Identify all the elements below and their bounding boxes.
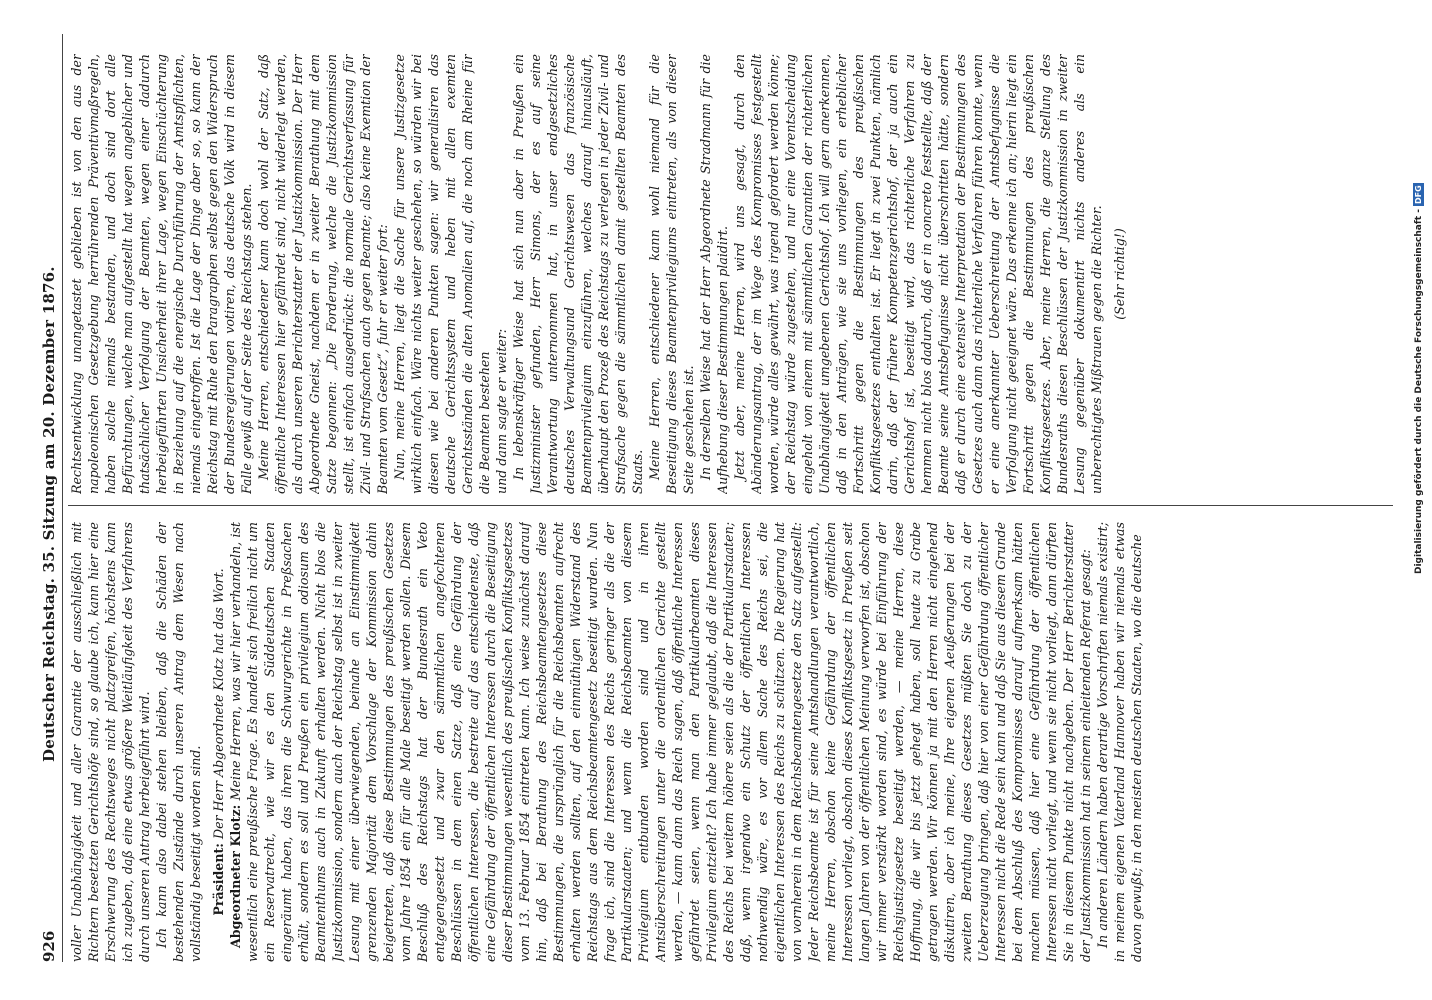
page-number: 926	[40, 930, 58, 962]
right-column	[68, 54, 1398, 494]
page-header	[38, 34, 62, 962]
dfg-badge: DFG	[1414, 185, 1423, 204]
speech-text: Meine Herren, was wir hier verhandeln, ist wesentlich eine preußische Frage. Es handelt sich freilich nicht um ein Reservatrecht, wie wir es den Süddeutschen Staaten eingeräumt haben, das ihren die Schwurgerichte in Preßsachen erhält, sondern es soll und Preußen ein privilegium odiosum des Beamtenthums auch in Zukunft erhalten werden. Nicht blos die Justizkommission, sondern auch der Reichstag selbst ist in zweiter Lesung mit einer überwiegenden, beinahe an Einstimmigkeit grenzenden Majorität dem Vorschlage der Kommission dahin beigetreten, daß diese Bestimmungen des preußischen Gesetzes vom Jahre 1854 ein für alle Male beseitigt werden sollen. Diesem Beschluß des Reichstags hat der Bundesrath ein Veto entgegengesetzt und zwar den sämmtlichen angefochtenen Beschlüssen in dem einen Satze, daß eine Gefährdung der öffentlichen Interessen, die bestreite auf das entschiedenste, daß eine Gefährdung der öffentlichen Interessen durch die Beseitigung dieser Bestimmungen wesentlich des preußischen Konfliktsgesetzes vom 13. Februar 1854 eintreten kann. Ich weise zunächst darauf hin, daß bei Berathung des Reichsbeamtengesetzes diese Bestimmungen, die ursprünglich für die Reichsbeamten aufrecht erhalten werden sollten, auf den einmüthigen Widerstand des Reichstags aus dem Reichsbeamtengesetz beseitigt wurden. Nun frage ich, sind die Interessen des Reichs geringer als die der Partikularstaaten; und wenn die Reichsbeamten von diesem Privilegium entbunden worden sind und in ihren Amtsüberschreitungen unter die ordentlichen Gerichte gestellt werden, — kann dann das Reich sagen, daß öffentliche Interessen gefährdet seien, wenn man den Partikularbeamten dieses Privilegium entzieht? Ich habe immer geglaubt, daß die Interessen des Reichs bei weitem höhere seien als die der Partikularstaaten; daß, wenn irgendwo ein Schutz der öffentlichen Interessen nothwendig wäre, es vor allem Sache des Reichs sei, die eigentlichen Interessen des Reichs zu schützen. Die Regierung hat von vornherein in dem Reichsbeamtengesetze den Satz aufgestellt: Jeder Reichsbeamte ist für seine Amtshandlungen verantwortlich, meine Herren, obschon keine Gefährdung der öffentlichen Interessen vorliegt, obschon dieses Konfliktsgesetz in Preußen seit langen Jahren von der öffentlichen Meinung verworfen ist, obschon wir immer verstärkt worden sind, es würde bei Einführung der Reichsjustizgesetze beseitigt werden, — meine Herren, diese Hoffnung, die wir bis jetzt gehegt haben, soll heute zu Grabe getragen werden. Wir können ja mit den Herren nicht eingehend diskutiren, aber ich meine, Ihre eigenen Aeußerungen bei der zweiten Berathung dieses Gesetzes müßten Sie doch zu der Ueberzeugung bringen, daß hier von einer Gefährdung öffentlicher Interessen nicht die Rede sein kann und daß Sie aus diesem Grunde bei dem Abschluß des Kompromisses darauf aufmerksam hätten machen müssen, daß hier eine Gefährdung der öffentlichen Interessen nicht vorliegt, und wenn sie nicht vorliegt, dann dürften Sie in diesem Punkte nicht nachgeben. Der Herr Berichterstatter der Justizkommission hat in seinem einleitenden Referat gesagt:	[228, 522, 1093, 962]
paragraph: Meine Herren, entschiedener kann doch wohl der Satz, daß öffentliche Interessen hier gefährdet sind, nicht widerlegt werden, als durch unseren Berichterstatter der Justizkommission. Der Herr Abgeordnete Gneist, nachdem er in zweiter Berathung mit dem Satze begonnen: „Die Forderung, welche die Justizkommission stellt, ist einfach ausgedrückt: die normale Gerichtsverfassung für Zivil- und Strafsachen auch gegen Beamte; also keine Exemtion der Beamten vom Gesetz“, fuhr er weiter fort:	[256, 54, 390, 494]
paragraph: und dann sagte er weiter:	[494, 328, 509, 494]
speaker-name: Abgeordneter Klotz:	[228, 804, 243, 948]
page-title: Deutscher Reichstag. 35. Sitzung am 20. Dezember 1876.	[40, 266, 58, 762]
quote-paragraph: In anderen Ländern haben derartige Vorschriften niemals existirt; in meinem eigenen Vaterland Hannover haben wir niemals etwas davon gewußt; in den meisten deutschen Staaten, wo die deutsche	[1095, 522, 1144, 962]
column-rule	[68, 505, 1393, 506]
digitization-footer	[1413, 14, 1424, 574]
interjection: (Sehr richtig!)	[1112, 228, 1127, 320]
paragraph: Meine Herren, entschiedener kann wohl niemand für die Beseitigung dieses Beamtenprivilegiums eintreten, als von dieser Seite geschehen ist.	[647, 54, 696, 494]
speech-text: Der Herr Abgeordnete Klotz hat das Wort.	[211, 568, 226, 840]
paragraph: Jetzt aber, meine Herren, wird uns gesagt, durch den Abänderungsantrag, der im Wege des Kompromisses festgestellt worden, würde alles gewährt, was irgend gefordert werden könne; der Reichstag würde zugestehen, und nur eine Vorentscheidung eingeholt von einem mit sämmtlichen Garantien der richterlichen Unabhängigkeit umgebenen Gerichtshof. Ich will gern anerkennen, daß in den Anträgen, wie sie uns vorliegen, ein erheblicher Fortschritt gegen die Bestimmungen des preußischen Konfliktsgesetzes enthalten ist. Er liegt in zwei Punkten, nämlich darin, daß der frühere Kompetenzgerichtshof, der ja auch ein Gerichtshof ist, beseitigt wird, das richterliche Verfahren zu hemmen nicht blos dadurch, daß er in concreto feststellte, daß der Beamte seine Amtsbefugnisse nicht überschritten hätte, sondern daß er durch eine extensive Interpretation der Bestimmungen des Gesetzes auch dann das richterliche Verfahren führen konnte, wenn er eine anerkannter Ueberschreitung der Amtsbefugnisse die Verfolgung nicht geeignet wäre. Das erkenne ich an; hierin liegt ein Fortschritt gegen die Bestimmungen des preußischen Konfliktsgesetzes. Aber, meine Herren, die ganze Stellung des Bundesraths diesen Beschlüssen der Justizkommission in zweiter Lesung gegenüber dokumentirt nichts anderes als ein unberechtigtes Mißtrauen gegen die Richter.	[732, 54, 1104, 494]
header-rule	[62, 34, 63, 962]
rotated-page	[38, 34, 1410, 962]
speaker-name: Präsident:	[211, 843, 226, 916]
paragraph: Ich kann also dabei stehen bleiben, daß die Schäden der bestehenden Zustände durch unseren Antrag dem Wesen nach vollständig beseitigt worden sind.	[154, 522, 203, 962]
paragraph: In derselben Weise hat der Herr Abgeordnete Stradmann für die Aufhebung dieser Bestimmungen plaidirt.	[698, 54, 730, 494]
quote-paragraph: In lebenskräftiger Weise hat sich nun aber in Preußen ein Justizminister gefunden, Herr Simons, der es auf seine Verantwortung unternommen hat, in unser endgesetzliches deutsches Verwaltungsund Gerichtswesen das französische Beamtenprivilegium einzuführen, welches darauf hinausläuft, überhaupt den Prozeß des Reichstags zu verlegen in jeder Zivil- und Strafsache gegen die sämmtlichen damit gestellten Beamten des Staats.	[511, 54, 645, 494]
paragraph: voller Unabhängigkeit und aller Garantie der ausschließlich mit Richtern besetzten Gerichtshöfe sind, so glaube ich, kann hier eine Erschwerung des Rechtsweges nicht platzgreifen, höchstens kann ich zugeben, daß eine etwas größere Weitläufigkeit des Verfahrens durch unseren Antrag herbeigeführt wird.	[69, 522, 152, 962]
footer-text: Digitalisierung gefördert durch die Deutsche Forschungsgemeinschaft -	[1414, 209, 1424, 574]
paragraph: Rechtsentwicklung unangetastet geblieben ist von den aus der napoleonischen Gesetzgebung herrührenden Präventivmaßregeln, haben solche niemals bestanden, und doch sind dort alle Befürchtungen, welche man aufgestellt hat wegen angeblicher und thatsächlicher Verfolgung der Beamten, wegen einer dadurch herbeigeführten Unsicherheit ihrer Lage, wegen Einschüchterung in Beziehung auf die energische Durchführung der Amtspflichten, niemals eingetroffen. Ist die Lage der Dinge aber so, so kann der Reichstag mit Ruhe den Paragraphen selbst gegen den Widerspruch der Bundesregierungen votiren, das deutsche Volk wird in diesem Falle gewiß auf der Seite des Reichstags stehen.	[69, 54, 254, 494]
speaker-paragraph	[227, 522, 1094, 962]
left-column	[68, 522, 1398, 962]
quote-paragraph: Nun, meine Herren, liegt die Sache für unsere Justizgesetze wirklich einfach. Wäre nichts weiter geschehen, so würden wir bei diesen wie bei anderen Punkten sagen: wir generalisiren das deutsche Gerichtssystem und heben mit allen exemten Gerichtsständen die alten Anomalien auf, die noch am Rheine für die Beamten bestehen	[392, 54, 492, 494]
speaker-paragraph	[210, 522, 227, 962]
